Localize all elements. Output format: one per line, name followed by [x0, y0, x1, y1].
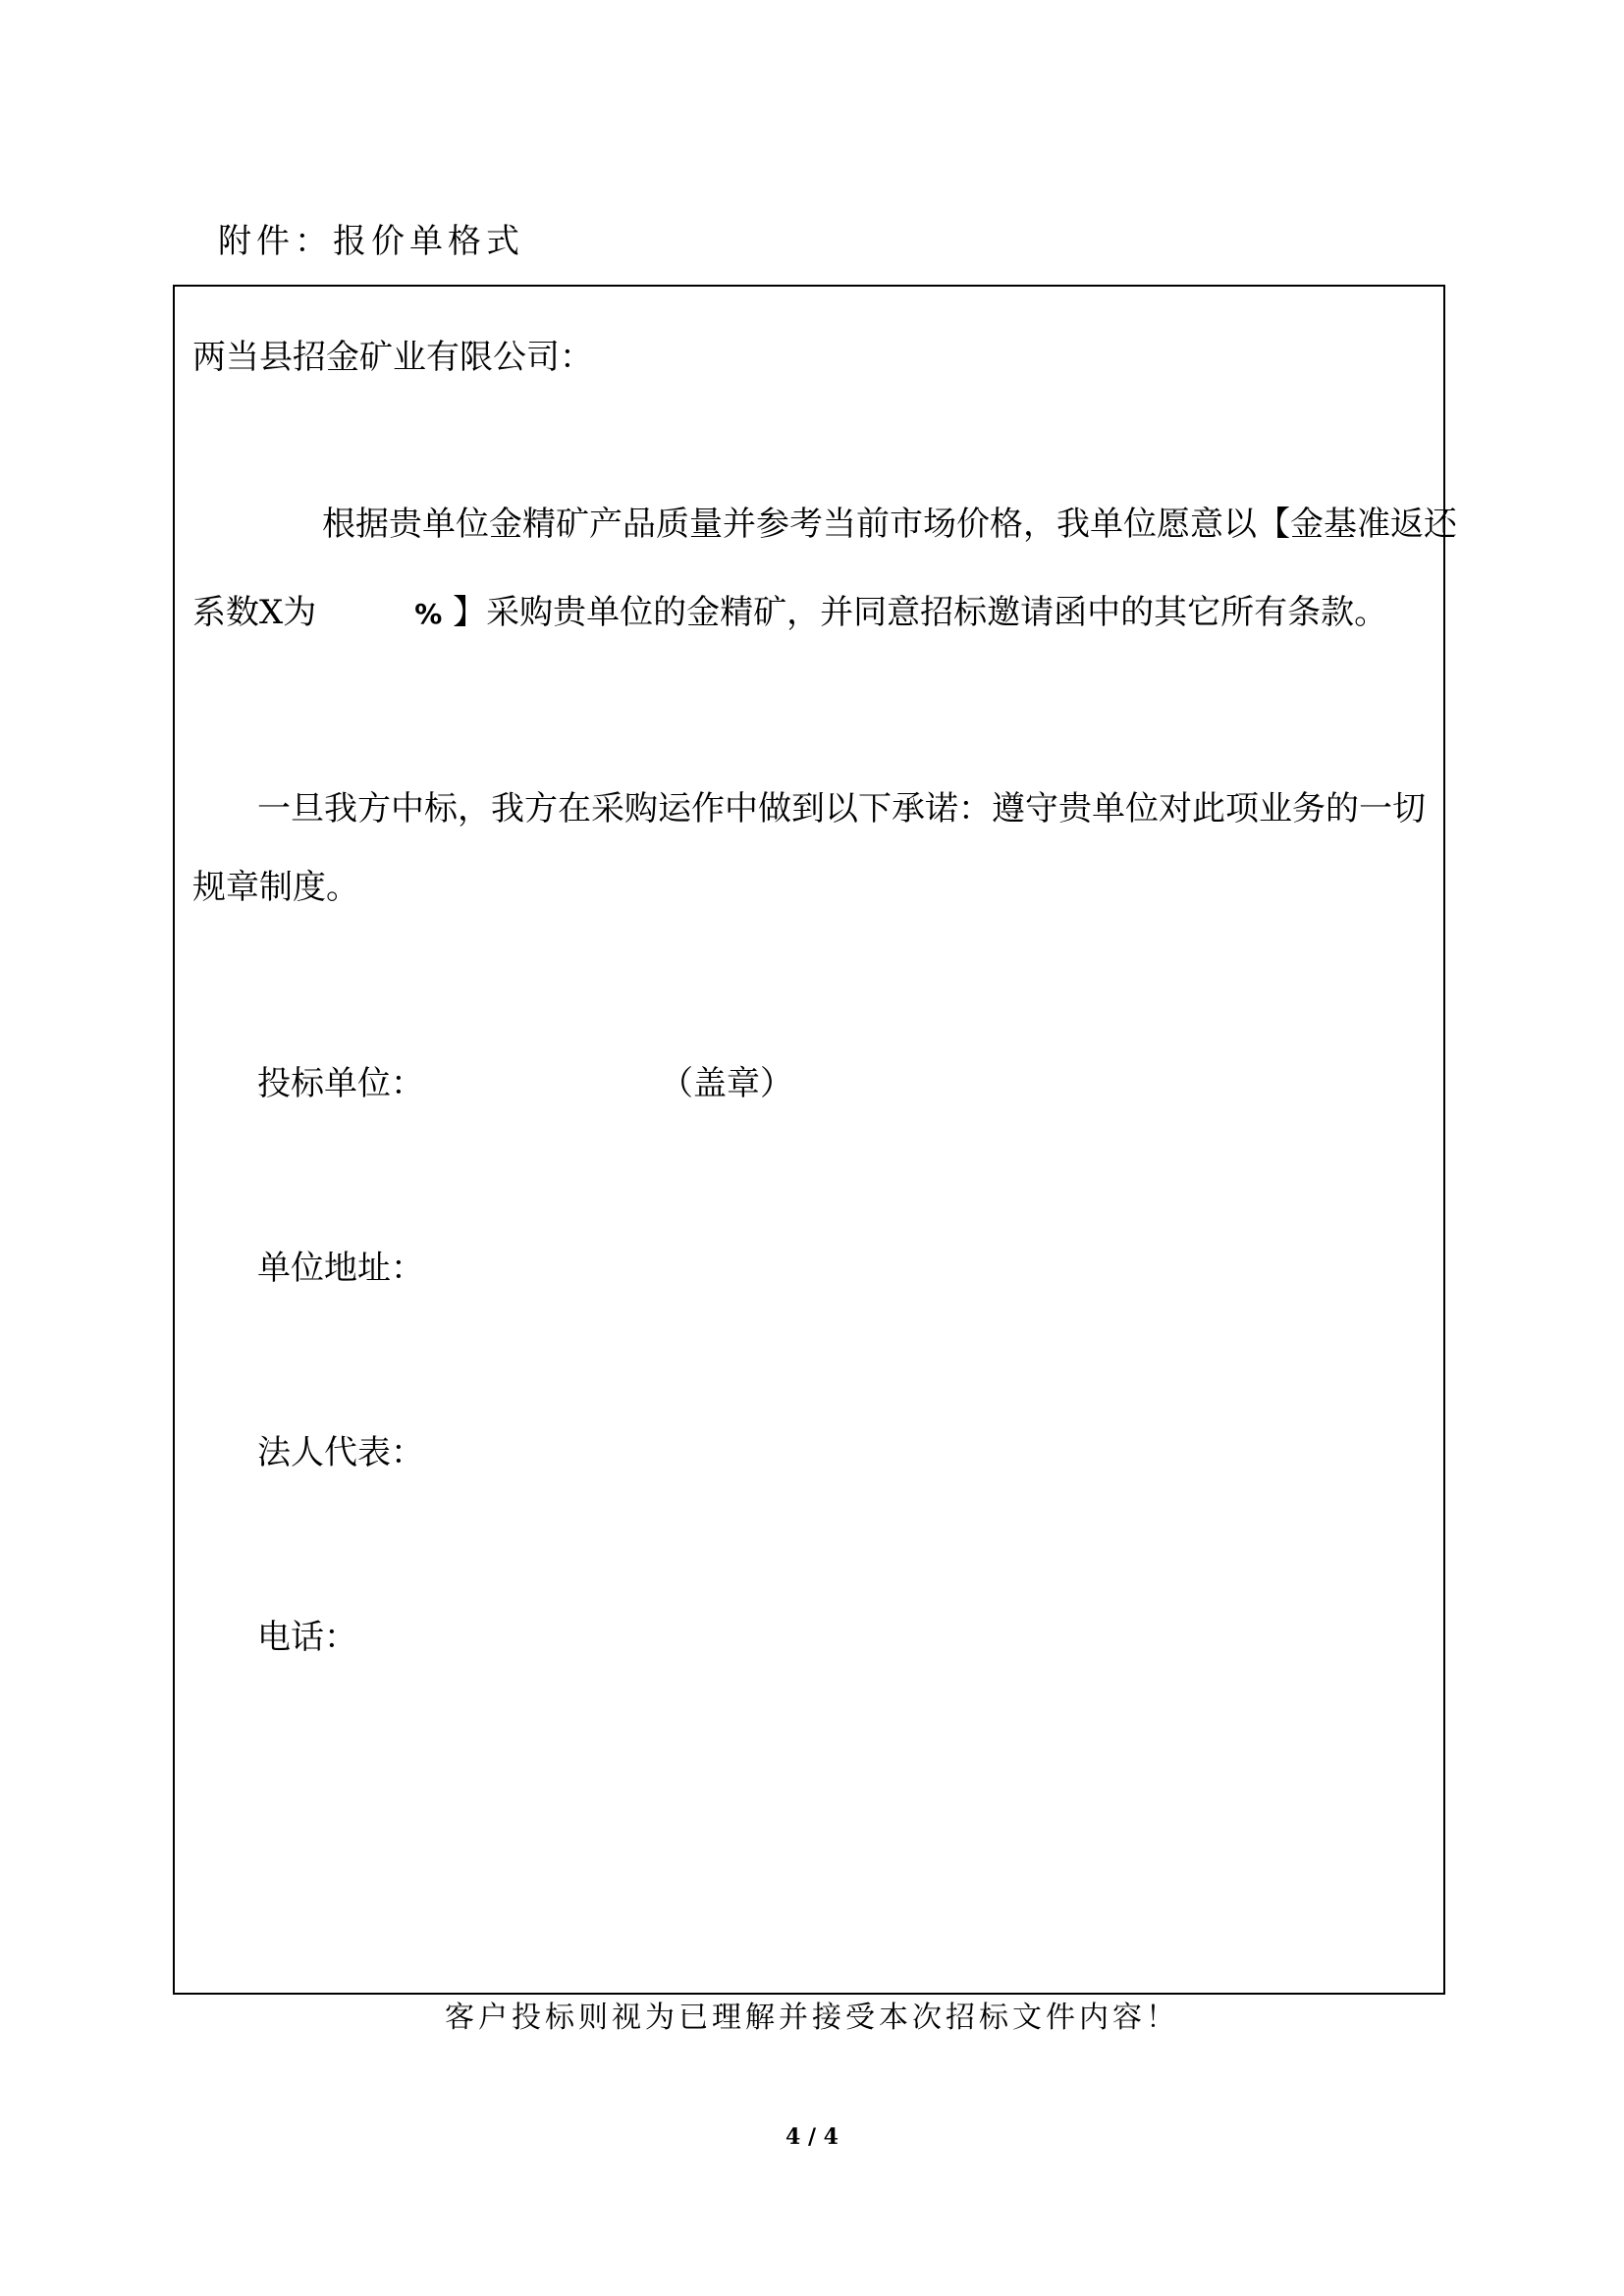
recipient-line: 两当县招金矿业有限公司：	[192, 338, 593, 377]
offer-paragraph-line-2	[192, 589, 1387, 638]
coefficient-label: 系数X为	[192, 593, 317, 632]
commitment-paragraph-line-1: 一旦我方中标，我方在采购运作中做到以下承诺：遵守贵单位对此项业务的一切	[257, 789, 1426, 828]
disclaimer-note: 客户投标则视为已理解并接受本次招标文件内容！	[445, 2001, 1179, 2035]
offer-paragraph-end: 】采购贵单位的金精矿，并同意招标邀请函中的其它所有条款。	[453, 593, 1388, 632]
seal-label: （盖章）	[660, 1064, 793, 1103]
address-field: 单位地址：	[257, 1249, 424, 1288]
bidder-label: 投标单位：	[257, 1064, 424, 1103]
percent-sign: %	[414, 598, 443, 630]
bidder-field	[257, 1060, 793, 1107]
quotation-form	[173, 285, 1457, 1995]
offer-paragraph-line-1: 根据贵单位金精矿产品质量并参考当前市场价格，我单位愿意以【金基准返还	[322, 505, 1457, 544]
attachment-title: 附件：报价单格式	[218, 222, 524, 261]
phone-field: 电话：	[257, 1618, 357, 1657]
commitment-paragraph-line-2: 规章制度。	[192, 868, 359, 907]
legal-rep-field: 法人代表：	[257, 1433, 424, 1472]
page-number: 4 / 4	[785, 2124, 839, 2150]
